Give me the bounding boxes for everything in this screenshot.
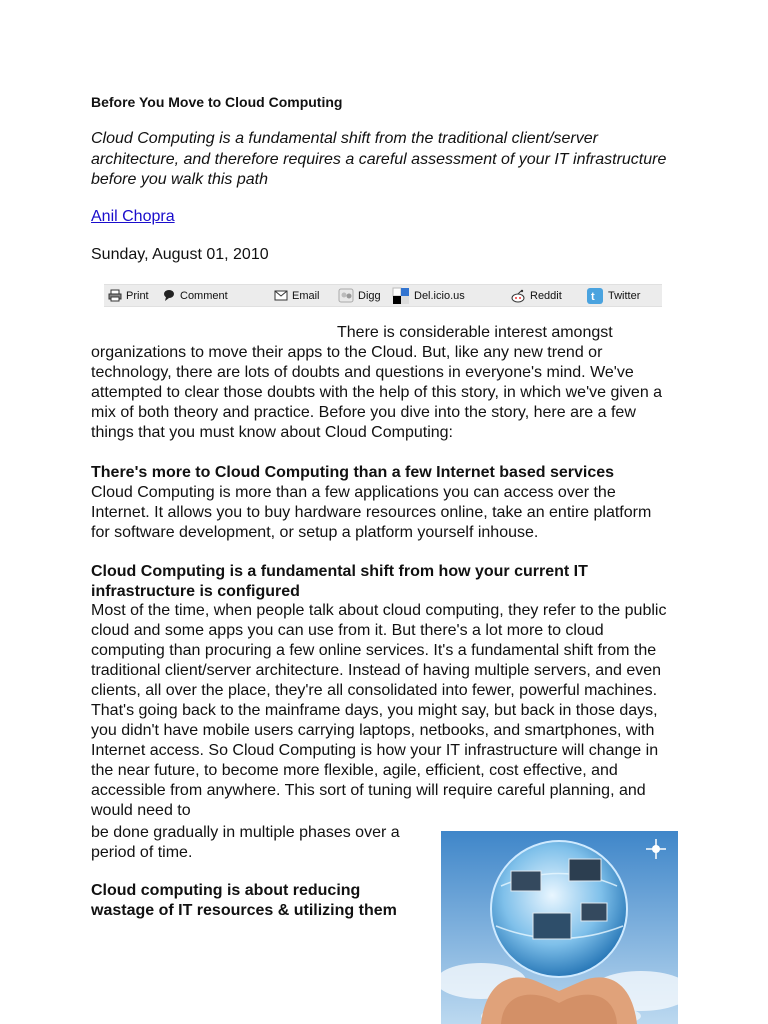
section-paragraph-2-end: be done gradually in multiple phases over a period of time.	[91, 824, 400, 861]
twitter-icon	[586, 287, 604, 305]
reddit-button[interactable]	[510, 285, 562, 306]
digg-icon	[338, 288, 354, 303]
article-title: Before You Move to Cloud Computing	[91, 94, 343, 110]
section-paragraph-1: Cloud Computing is more than a few applications you can access over the Internet. It allows you to buy hardware resources online, take an entire platform for software development, or setup a platform yourself inhouse.	[91, 484, 652, 541]
printer-icon	[108, 289, 122, 302]
section-heading-1: There's more to Cloud Computing than a few Internet based services	[91, 464, 615, 481]
delicious-icon	[392, 287, 410, 305]
comment-bubble-icon	[162, 289, 176, 302]
reddit-icon	[510, 289, 526, 303]
comment-button[interactable]	[162, 285, 228, 306]
svg-text:t: t	[591, 290, 595, 303]
digg-button[interactable]	[338, 285, 381, 306]
print-label: Print	[126, 289, 149, 302]
intro-paragraph: There is considerable interest amongst organizations to move their apps to the Cloud. But, like any new trend or technology, there are lots of doubts and questions in everyone's mind. We've attempted to clear those doubts with the help of this story, in which we've given a mix of both theory and practice. Before you dive into the story, here are a few things that you must know about Cloud Computing:	[91, 324, 663, 441]
digg-label: Digg	[358, 289, 381, 302]
delicious-button[interactable]	[392, 285, 465, 306]
email-button[interactable]	[274, 285, 320, 306]
cloud-globe-hands-image	[441, 831, 678, 1024]
envelope-icon	[274, 290, 288, 301]
article-subtitle: Cloud Computing is a fundamental shift from the traditional client/server architecture, and therefore requires a careful assessment of your IT infrastructure before you walk this path	[91, 130, 667, 188]
section-heading-3: Cloud computing is about reducing wastage of IT resources & utilizing them	[91, 882, 397, 919]
reddit-label: Reddit	[530, 289, 562, 302]
author-link[interactable]: Anil Chopra	[91, 208, 175, 225]
section-heading-2: Cloud Computing is a fundamental shift from how your current IT infrastructure is configured	[91, 563, 588, 600]
publish-date: Sunday, August 01, 2010	[91, 246, 269, 263]
twitter-label: Twitter	[608, 289, 641, 302]
print-button[interactable]	[108, 285, 149, 306]
twitter-button[interactable]	[586, 285, 640, 306]
delicious-label: Del.icio.us	[414, 289, 465, 302]
comment-label: Comment	[180, 289, 228, 302]
section-paragraph-2: Most of the time, when people talk about cloud computing, they refer to the public cloud and some apps you can use from it. But there's a lot more to cloud computing than procuring a few online services. It's a fundamental shift from the traditional client/server architecture. Instead of having multiple servers, and even clients, all over the place, they're all consolidated into fewer, powerful machines. That's going back to the mainframe days, you might say, but back in those days, you didn't have mobile users carrying laptops, netbooks, and smartphones, with Internet access. So Cloud Computing is how your IT infrastructure will change in the near future, to become more flexible, agile, efficient, cost effective, and accessible from anywhere. This sort of tuning will require careful planning, and would need to	[91, 602, 667, 819]
email-label: Email	[292, 289, 320, 302]
share-toolbar	[104, 284, 662, 307]
